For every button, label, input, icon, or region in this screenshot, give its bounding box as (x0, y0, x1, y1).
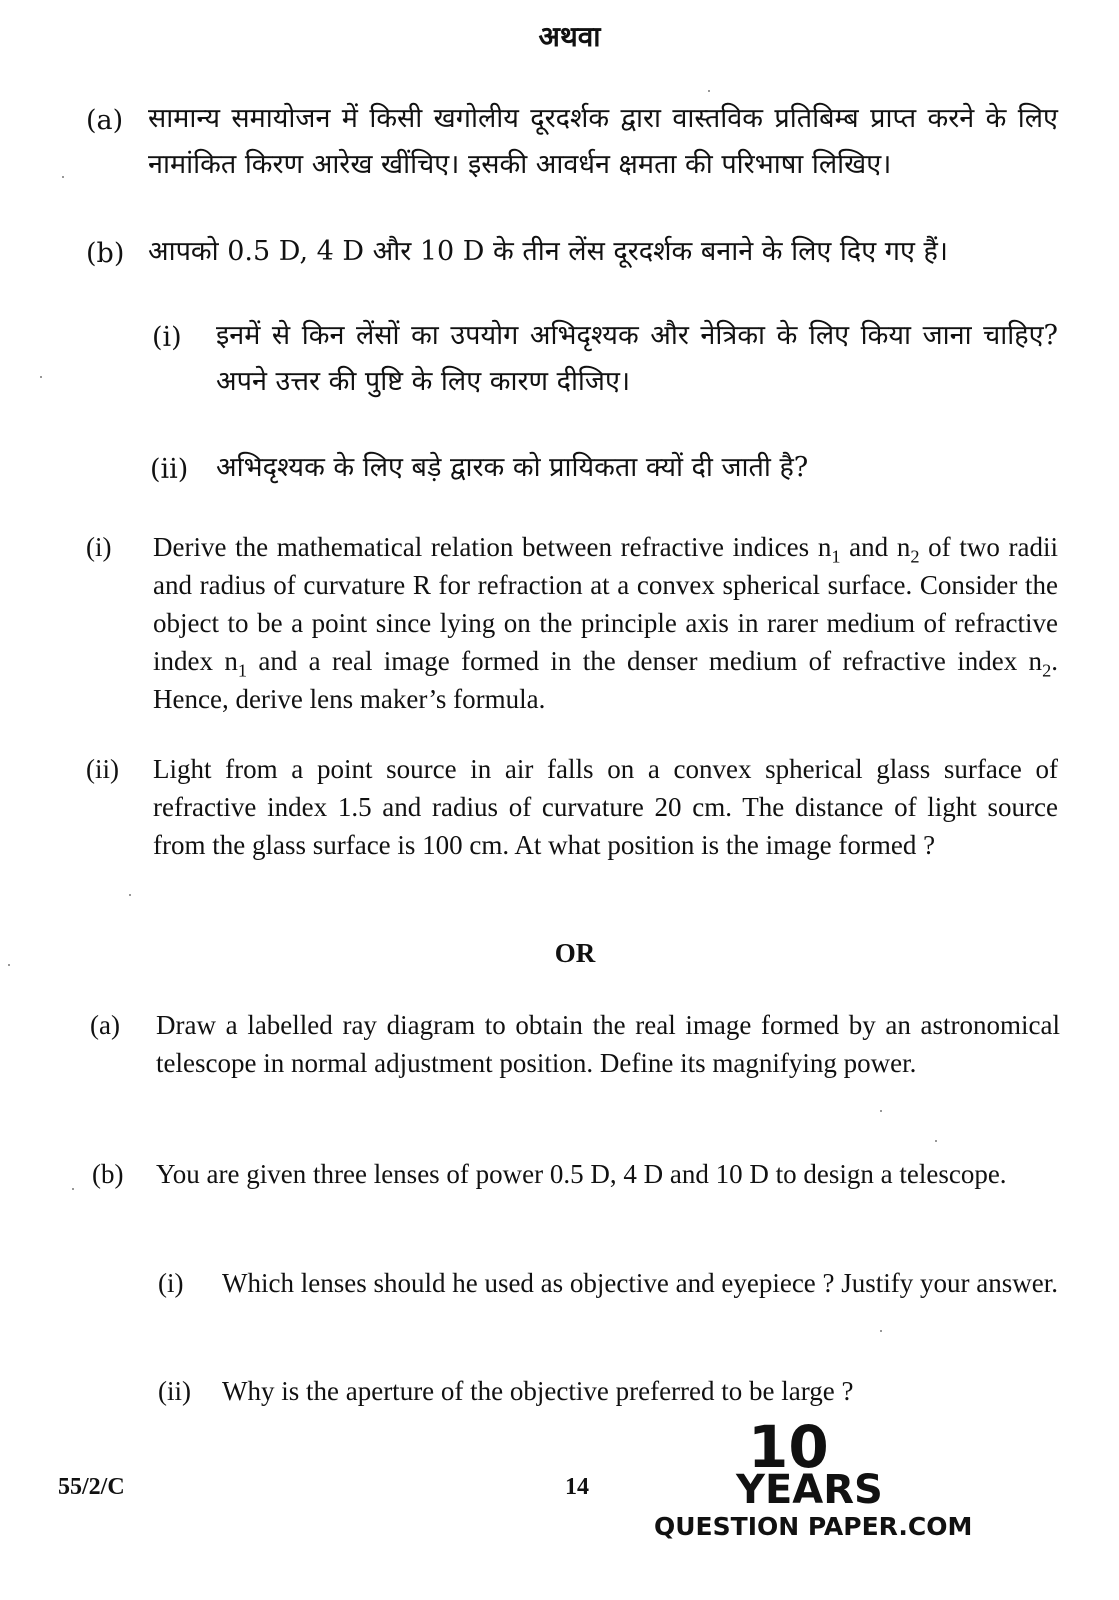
hindi-a-text: सामान्य समायोजन में किसी खगोलीय दूरदर्शक द्वारा वास्तविक प्रतिबिम्ब प्राप्त करने के लिए नामांकित किरण आरेख खींचिए। इसकी आवर्धन क्षमता की परिभाषा लिखिए। (148, 103, 1058, 180)
english-b-label: (b) (92, 1159, 124, 1189)
scan-speck (62, 176, 64, 178)
question-ii-text: Light from a point source in air falls on a convex spherical glass surface of refractive index 1.5 and radius of curvature 20 cm. The distance of light source from the glass surface is 100 cm. At what position is the image formed ? (153, 754, 1058, 860)
watermark-years: YEARS (736, 1467, 883, 1513)
english-bii-text: Why is the aperture of the objective preferred to be large ? (222, 1376, 854, 1406)
scan-speck (72, 1188, 74, 1190)
question-i-text-part3: of two radii and radius of curvature R for refraction at a convex spherical surface. Consider the object to be a point since lying on the principle axis in rarer medium of refractive index n (153, 532, 1058, 676)
english-a-text: Draw a labelled ray diagram to obtain the real image formed by an astronomical telescope in normal adjustment position. Define its magnifying power. (156, 1010, 1060, 1078)
scan-speck (708, 90, 710, 92)
scan-speck (935, 1140, 937, 1142)
hindi-b-text: आपको 0.5 D, 4 D और 10 D के तीन लेंस दूरदर्शक बनाने के लिए दिए गए हैं। (148, 236, 949, 267)
hindi-bii-text: अभिदृश्यक के लिए बड़े द्वारक को प्रायिकता क्यों दी जाती है? (216, 452, 809, 483)
question-i-label: (i) (86, 532, 112, 562)
english-bi-text: Which lenses should he used as objective and eyepiece ? Justify your answer. (222, 1268, 1058, 1298)
scan-speck (880, 1330, 882, 1332)
english-bii-label: (ii) (158, 1376, 191, 1406)
scan-speck (8, 964, 10, 966)
english-a-label: (a) (90, 1010, 120, 1040)
hindi-b-label: (b) (86, 238, 125, 269)
hindi-bii-label: (ii) (150, 454, 189, 485)
page-number: 14 (565, 1474, 589, 1500)
subscript-1: 1 (831, 546, 841, 567)
english-b-text: You are given three lenses of power 0.5 D, 4 D and 10 D to design a telescope. (156, 1159, 1007, 1189)
subscript-1: 1 (237, 660, 248, 681)
scan-speck (129, 894, 131, 896)
question-ii-label: (ii) (86, 754, 119, 784)
scan-speck (40, 376, 42, 378)
subscript-2: 2 (1042, 660, 1052, 681)
question-i-text-part2: and n (840, 532, 911, 562)
question-i-text-part1: Derive the mathematical relation between refractive indices n (153, 532, 832, 562)
hindi-bi-text: इनमें से किन लेंसों का उपयोग अभिदृश्यक और नेत्रिका के लिए किया जाना चाहिए? अपने उत्तर की पुष्टि के लिए कारण दीजिए। (216, 320, 1058, 397)
scan-speck (880, 1110, 882, 1112)
hindi-or-heading: अथवा (538, 20, 601, 53)
subscript-2: 2 (910, 546, 920, 567)
question-i-text-part5: . Hence, derive lens maker’s formula. (153, 646, 1058, 714)
hindi-a-label: (a) (86, 105, 124, 136)
hindi-bi-label: (i) (152, 322, 182, 353)
english-or-heading: OR (554, 938, 596, 968)
question-i-text-part4: and a real image formed in the denser medium of refractive index n (247, 646, 1043, 676)
question-i-text (153, 528, 1058, 718)
watermark-number: 10 (748, 1413, 829, 1481)
paper-code: 55/2/C (58, 1474, 125, 1500)
watermark-site: QUESTION PAPER.COM (654, 1512, 973, 1541)
english-bi-label: (i) (158, 1268, 184, 1298)
